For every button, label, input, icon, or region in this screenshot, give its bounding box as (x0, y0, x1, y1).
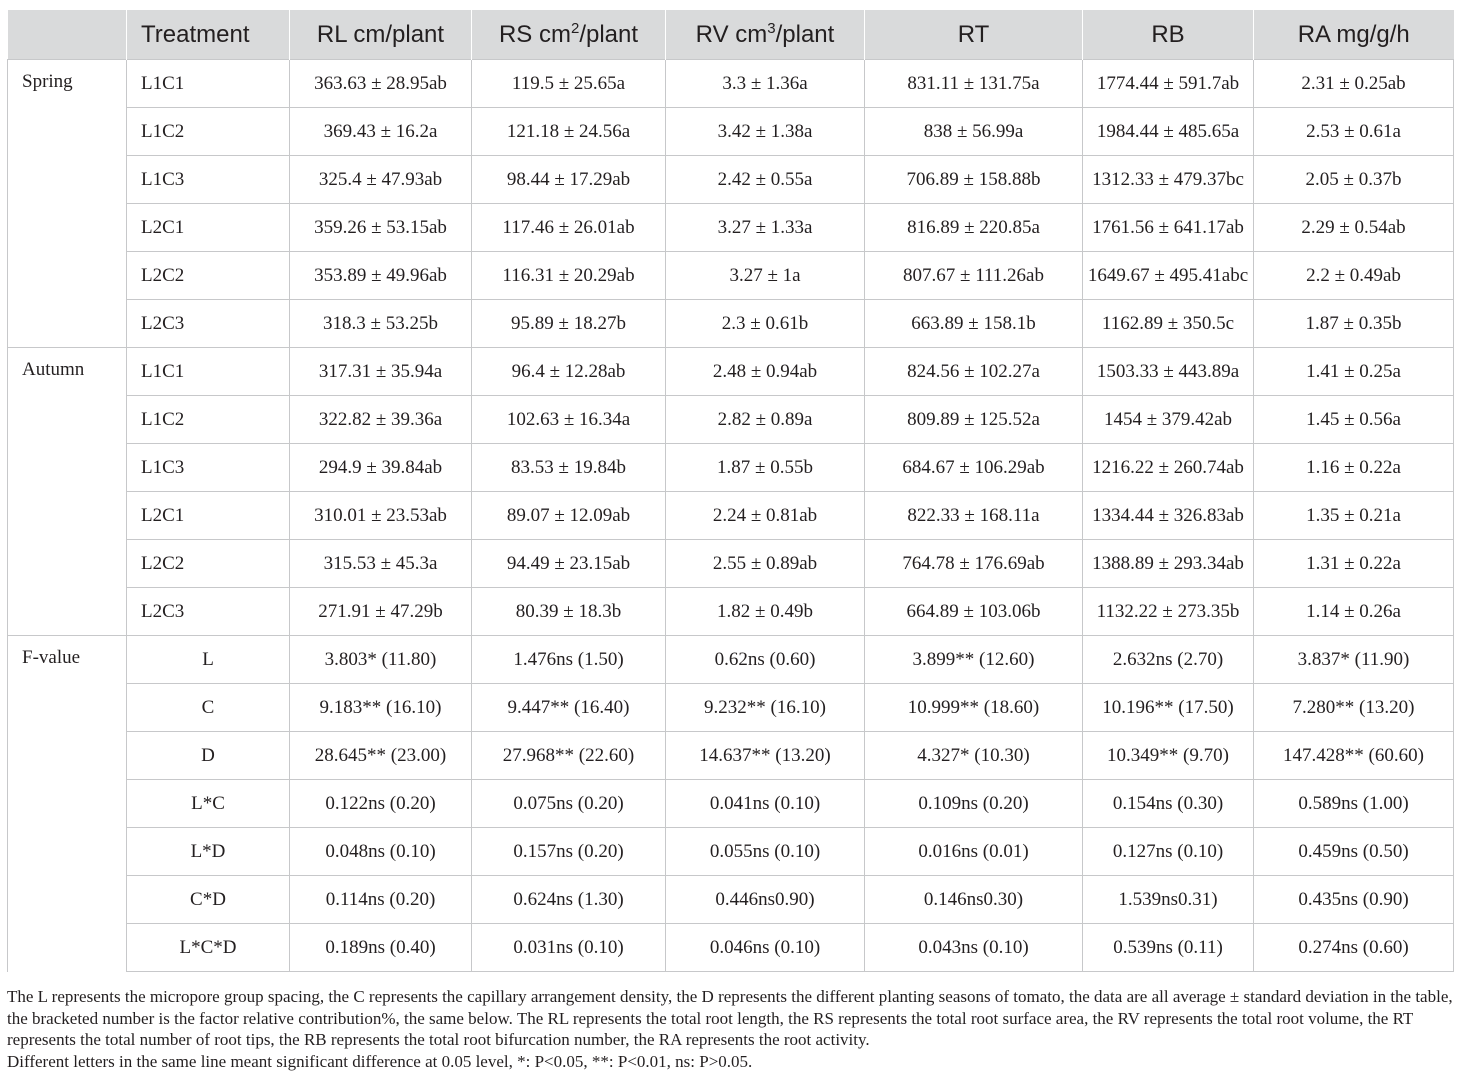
value-cell: 10.196** (17.50) (1083, 684, 1254, 732)
treatment-cell: C*D (127, 876, 290, 924)
header-rv-sup: 3 (767, 19, 776, 37)
table-row (8, 300, 1454, 348)
treatment-cell: L2C3 (127, 300, 290, 348)
value-cell: 0.189ns (0.40) (290, 924, 472, 972)
value-cell: 325.4 ± 47.93ab (290, 156, 472, 204)
value-cell: 0.016ns (0.01) (865, 828, 1083, 876)
footnote-abbreviations: The L represents the micropore group spacing, the C represents the capillary arrangement density, the D represents the different planting seasons of tomato, the data are all average ± standard deviation in the table, the bracketed number is the factor relative contribution%, the same below. The RL represents the total root length, the RS represents the total root surface area, the RV represents the total root volume, the RT represents the total number of root tips, the RB represents the total root bifurcation number, the RA represents the root activity. (7, 987, 1453, 1049)
value-cell: 664.89 ± 103.06b (865, 588, 1083, 636)
value-cell: 1.539ns0.31) (1083, 876, 1254, 924)
value-cell: 98.44 ± 17.29ab (472, 156, 666, 204)
value-cell: 2.48 ± 0.94ab (666, 348, 865, 396)
treatment-cell: L1C3 (127, 444, 290, 492)
value-cell: 0.154ns (0.30) (1083, 780, 1254, 828)
table-row (8, 828, 1454, 876)
group-label: Autumn (8, 348, 127, 636)
treatment-cell: L*C (127, 780, 290, 828)
value-cell: 0.446ns0.90) (666, 876, 865, 924)
value-cell: 684.67 ± 106.29ab (865, 444, 1083, 492)
value-cell: 1334.44 ± 326.83ab (1083, 492, 1254, 540)
table-row (8, 348, 1454, 396)
value-cell: 359.26 ± 53.15ab (290, 204, 472, 252)
table-row (8, 924, 1454, 972)
value-cell: 119.5 ± 25.65a (472, 60, 666, 108)
value-cell: 0.127ns (0.10) (1083, 828, 1254, 876)
value-cell: 3.803* (11.80) (290, 636, 472, 684)
value-cell: 1761.56 ± 641.17ab (1083, 204, 1254, 252)
value-cell: 0.539ns (0.11) (1083, 924, 1254, 972)
treatment-cell: L1C2 (127, 108, 290, 156)
table-row (8, 492, 1454, 540)
value-cell: 3.3 ± 1.36a (666, 60, 865, 108)
value-cell: 9.232** (16.10) (666, 684, 865, 732)
value-cell: 121.18 ± 24.56a (472, 108, 666, 156)
value-cell: 0.274ns (0.60) (1254, 924, 1454, 972)
value-cell: 0.055ns (0.10) (666, 828, 865, 876)
treatment-cell: L2C3 (127, 588, 290, 636)
value-cell: 1.14 ± 0.26a (1254, 588, 1454, 636)
value-cell: 27.968** (22.60) (472, 732, 666, 780)
treatment-cell: L1C1 (127, 60, 290, 108)
value-cell: 1.41 ± 0.25a (1254, 348, 1454, 396)
value-cell: 1984.44 ± 485.65a (1083, 108, 1254, 156)
value-cell: 1649.67 ± 495.41abc (1083, 252, 1254, 300)
header-rv-text: RV cm (695, 20, 768, 48)
value-cell: 369.43 ± 16.2a (290, 108, 472, 156)
header-ra: RA mg/g/h (1254, 10, 1454, 60)
value-cell: 816.89 ± 220.85a (865, 204, 1083, 252)
value-cell: 89.07 ± 12.09ab (472, 492, 666, 540)
value-cell: 116.31 ± 20.29ab (472, 252, 666, 300)
treatment-cell: L2C2 (127, 252, 290, 300)
value-cell: 0.048ns (0.10) (290, 828, 472, 876)
value-cell: 3.27 ± 1a (666, 252, 865, 300)
value-cell: 363.63 ± 28.95ab (290, 60, 472, 108)
treatment-cell: L*C*D (127, 924, 290, 972)
value-cell: 83.53 ± 19.84b (472, 444, 666, 492)
value-cell: 294.9 ± 39.84ab (290, 444, 472, 492)
group-label: Spring (8, 60, 127, 348)
value-cell: 3.42 ± 1.38a (666, 108, 865, 156)
value-cell: 0.031ns (0.10) (472, 924, 666, 972)
table-footnote (7, 986, 1453, 1072)
value-cell: 0.122ns (0.20) (290, 780, 472, 828)
value-cell: 95.89 ± 18.27b (472, 300, 666, 348)
table-row (8, 684, 1454, 732)
value-cell: 14.637** (13.20) (666, 732, 865, 780)
header-rb: RB (1083, 10, 1254, 60)
header-treatment: Treatment (127, 10, 290, 60)
value-cell: 318.3 ± 53.25b (290, 300, 472, 348)
table-row (8, 780, 1454, 828)
value-cell: 0.114ns (0.20) (290, 876, 472, 924)
header-rs-unit: /plant (579, 20, 639, 48)
value-cell: 310.01 ± 23.53ab (290, 492, 472, 540)
value-cell: 2.3 ± 0.61b (666, 300, 865, 348)
value-cell: 831.11 ± 131.75a (865, 60, 1083, 108)
value-cell: 0.459ns (0.50) (1254, 828, 1454, 876)
value-cell: 1162.89 ± 350.5c (1083, 300, 1254, 348)
table-row (8, 876, 1454, 924)
table-row (8, 204, 1454, 252)
value-cell: 353.89 ± 49.96ab (290, 252, 472, 300)
value-cell: 2.632ns (2.70) (1083, 636, 1254, 684)
value-cell: 4.327* (10.30) (865, 732, 1083, 780)
header-rv-unit: /plant (775, 20, 835, 48)
value-cell: 0.146ns0.30) (865, 876, 1083, 924)
table-row (8, 636, 1454, 684)
treatment-cell: L*D (127, 828, 290, 876)
header-rs-text: RS cm (498, 20, 571, 48)
value-cell: 117.46 ± 26.01ab (472, 204, 666, 252)
table-body (8, 60, 1454, 972)
value-cell: 2.42 ± 0.55a (666, 156, 865, 204)
table-row (8, 540, 1454, 588)
header-rs-sup: 2 (570, 19, 580, 37)
treatment-cell: L2C2 (127, 540, 290, 588)
header-rt: RT (865, 10, 1083, 60)
treatment-cell: C (127, 684, 290, 732)
treatment-cell: L2C1 (127, 492, 290, 540)
header-rs (472, 10, 666, 60)
value-cell: 0.157ns (0.20) (472, 828, 666, 876)
value-cell: 1216.22 ± 260.74ab (1083, 444, 1254, 492)
value-cell: 2.24 ± 0.81ab (666, 492, 865, 540)
value-cell: 2.31 ± 0.25ab (1254, 60, 1454, 108)
value-cell: 1312.33 ± 479.37bc (1083, 156, 1254, 204)
value-cell: 1.87 ± 0.35b (1254, 300, 1454, 348)
results-table-container (7, 10, 1453, 972)
value-cell: 1774.44 ± 591.7ab (1083, 60, 1254, 108)
value-cell: 663.89 ± 158.1b (865, 300, 1083, 348)
value-cell: 10.349** (9.70) (1083, 732, 1254, 780)
value-cell: 147.428** (60.60) (1254, 732, 1454, 780)
value-cell: 94.49 ± 23.15ab (472, 540, 666, 588)
footnote-significance: Different letters in the same line meant significant difference at 0.05 level, *: P<0.05, **: P<0.01, ns: P>0.05. (7, 1051, 753, 1071)
value-cell: 2.55 ± 0.89ab (666, 540, 865, 588)
table-row (8, 60, 1454, 108)
value-cell: 2.29 ± 0.54ab (1254, 204, 1454, 252)
value-cell: 0.62ns (0.60) (666, 636, 865, 684)
treatment-cell: L2C1 (127, 204, 290, 252)
value-cell: 271.91 ± 47.29b (290, 588, 472, 636)
table-row (8, 444, 1454, 492)
value-cell: 0.109ns (0.20) (865, 780, 1083, 828)
table-row (8, 396, 1454, 444)
value-cell: 315.53 ± 45.3a (290, 540, 472, 588)
treatment-cell: L1C2 (127, 396, 290, 444)
value-cell: 9.183** (16.10) (290, 684, 472, 732)
header-group (8, 10, 127, 60)
value-cell: 3.27 ± 1.33a (666, 204, 865, 252)
table-row (8, 108, 1454, 156)
value-cell: 2.2 ± 0.49ab (1254, 252, 1454, 300)
value-cell: 0.043ns (0.10) (865, 924, 1083, 972)
treatment-cell: D (127, 732, 290, 780)
value-cell: 764.78 ± 176.69ab (865, 540, 1083, 588)
value-cell: 1132.22 ± 273.35b (1083, 588, 1254, 636)
treatment-cell: L1C3 (127, 156, 290, 204)
value-cell: 706.89 ± 158.88b (865, 156, 1083, 204)
value-cell: 2.53 ± 0.61a (1254, 108, 1454, 156)
group-label: F-value (8, 636, 127, 972)
value-cell: 7.280** (13.20) (1254, 684, 1454, 732)
value-cell: 102.63 ± 16.34a (472, 396, 666, 444)
value-cell: 3.899** (12.60) (865, 636, 1083, 684)
value-cell: 96.4 ± 12.28ab (472, 348, 666, 396)
value-cell: 822.33 ± 168.11a (865, 492, 1083, 540)
value-cell: 1.87 ± 0.55b (666, 444, 865, 492)
value-cell: 807.67 ± 111.26ab (865, 252, 1083, 300)
value-cell: 0.589ns (1.00) (1254, 780, 1454, 828)
value-cell: 80.39 ± 18.3b (472, 588, 666, 636)
value-cell: 2.82 ± 0.89a (666, 396, 865, 444)
root-morphology-table (7, 10, 1454, 972)
value-cell: 1388.89 ± 293.34ab (1083, 540, 1254, 588)
value-cell: 809.89 ± 125.52a (865, 396, 1083, 444)
value-cell: 9.447** (16.40) (472, 684, 666, 732)
value-cell: 1503.33 ± 443.89a (1083, 348, 1254, 396)
value-cell: 1.31 ± 0.22a (1254, 540, 1454, 588)
value-cell: 1454 ± 379.42ab (1083, 396, 1254, 444)
value-cell: 1.476ns (1.50) (472, 636, 666, 684)
header-rv (666, 10, 865, 60)
value-cell: 1.82 ± 0.49b (666, 588, 865, 636)
value-cell: 0.435ns (0.90) (1254, 876, 1454, 924)
value-cell: 317.31 ± 35.94a (290, 348, 472, 396)
treatment-cell: L1C1 (127, 348, 290, 396)
value-cell: 3.837* (11.90) (1254, 636, 1454, 684)
table-row (8, 156, 1454, 204)
header-rl: RL cm/plant (290, 10, 472, 60)
value-cell: 28.645** (23.00) (290, 732, 472, 780)
value-cell: 0.075ns (0.20) (472, 780, 666, 828)
value-cell: 0.046ns (0.10) (666, 924, 865, 972)
table-row (8, 252, 1454, 300)
value-cell: 2.05 ± 0.37b (1254, 156, 1454, 204)
value-cell: 838 ± 56.99a (865, 108, 1083, 156)
value-cell: 322.82 ± 39.36a (290, 396, 472, 444)
treatment-cell: L (127, 636, 290, 684)
value-cell: 1.35 ± 0.21a (1254, 492, 1454, 540)
header-row (8, 10, 1454, 60)
value-cell: 0.624ns (1.30) (472, 876, 666, 924)
value-cell: 0.041ns (0.10) (666, 780, 865, 828)
table-row (8, 588, 1454, 636)
value-cell: 1.45 ± 0.56a (1254, 396, 1454, 444)
value-cell: 824.56 ± 102.27a (865, 348, 1083, 396)
value-cell: 1.16 ± 0.22a (1254, 444, 1454, 492)
value-cell: 10.999** (18.60) (865, 684, 1083, 732)
table-row (8, 732, 1454, 780)
